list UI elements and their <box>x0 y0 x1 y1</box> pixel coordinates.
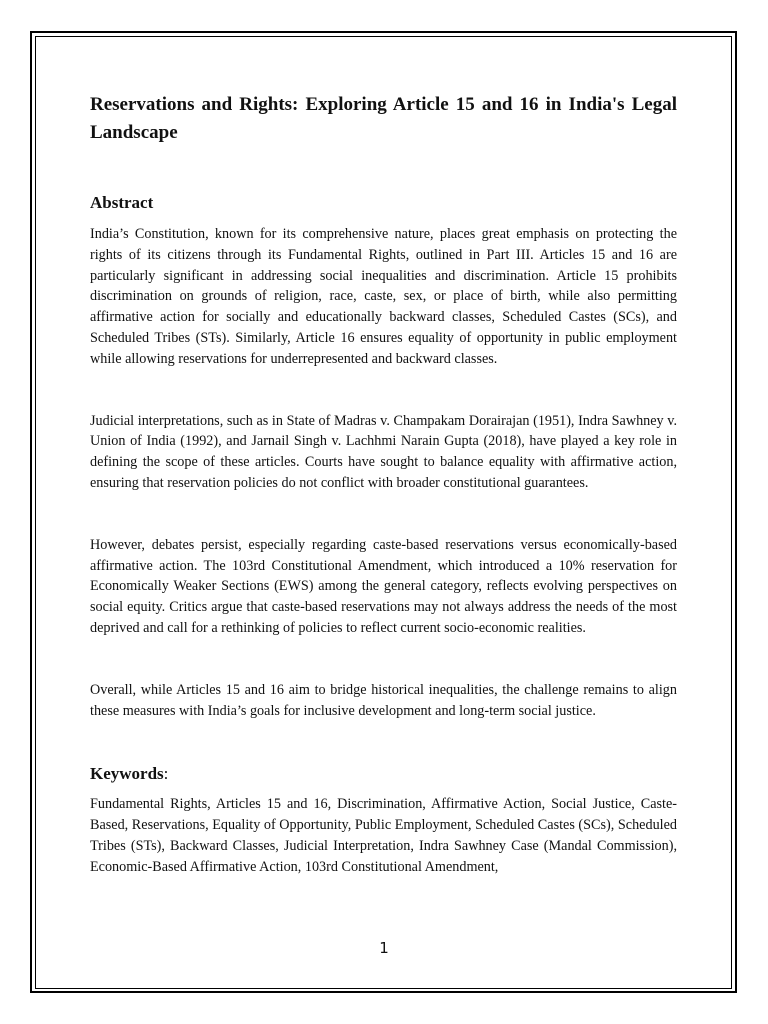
abstract-paragraph-2: Judicial interpretations, such as in State of Madras v. Champakam Dorairajan (1951), Indra Sawhney v. Union of India (1992), and Jarnail Singh v. Lachhmi Narain Gupta (2018), have played a key role in defining the scope of these articles. Courts have sought to balance equality with affirmative action, ensuring that reservation policies do not conflict with broader constitutional guarantees. <box>90 412 677 491</box>
document-title: Reservations and Rights: Exploring Article 15 and 16 in India's Legal Landscape <box>90 94 677 143</box>
page-content <box>90 91 677 878</box>
keywords-colon: : <box>163 764 169 784</box>
keywords-label: Keywords <box>90 764 164 784</box>
keywords-heading <box>90 763 677 785</box>
abstract-paragraph-1: India’s Constitution, known for its comprehensive nature, places great emphasis on protecting the rights of its citizens through its Fundamental Rights, outlined in Part III. Articles 15 and 16 are particularly significant in addressing social inequalities and discrimination. Article 15 prohibits discrimination on grounds of religion, race, caste, sex, or place of birth, while also permitting affirmative action for socially and educationally backward classes, Scheduled Castes (SCs), and Scheduled Tribes (STs). Similarly, Article 16 ensures equality of opportunity in public employment while allowing reservations for underrepresented and backward classes. <box>90 226 677 367</box>
abstract-heading: Abstract <box>90 193 154 212</box>
abstract-paragraph-4: Overall, while Articles 15 and 16 aim to bridge historical inequalities, the challenge remains to align these measures with India’s goals for inclusive development and long-term social justice. <box>90 681 677 719</box>
page-number: 1 <box>379 939 389 957</box>
keywords-list: Fundamental Rights, Articles 15 and 16, Discrimination, Affirmative Action, Social Justice, Caste-Based, Reservations, Equality of Opportunity, Public Employment, Scheduled Castes (SCs), Scheduled Tribes (STs), Backward Classes, Judicial Interpretation, Indra Sawhney Case (Mandal Commission), Economic-Based Affirmative Action, 103rd Constitutional Amendment, <box>90 796 677 875</box>
abstract-paragraph-3: However, debates persist, especially regarding caste-based reservations versus economically-based affirmative action. The 103rd Constitutional Amendment, which introduced a 10% reservation for Economically Weaker Sections (EWS) among the general category, reflects evolving perspectives on social equity. Critics argue that caste-based reservations may not always address the needs of the most deprived and call for a rethinking of policies to reflect current socio-economic realities. <box>90 536 677 636</box>
